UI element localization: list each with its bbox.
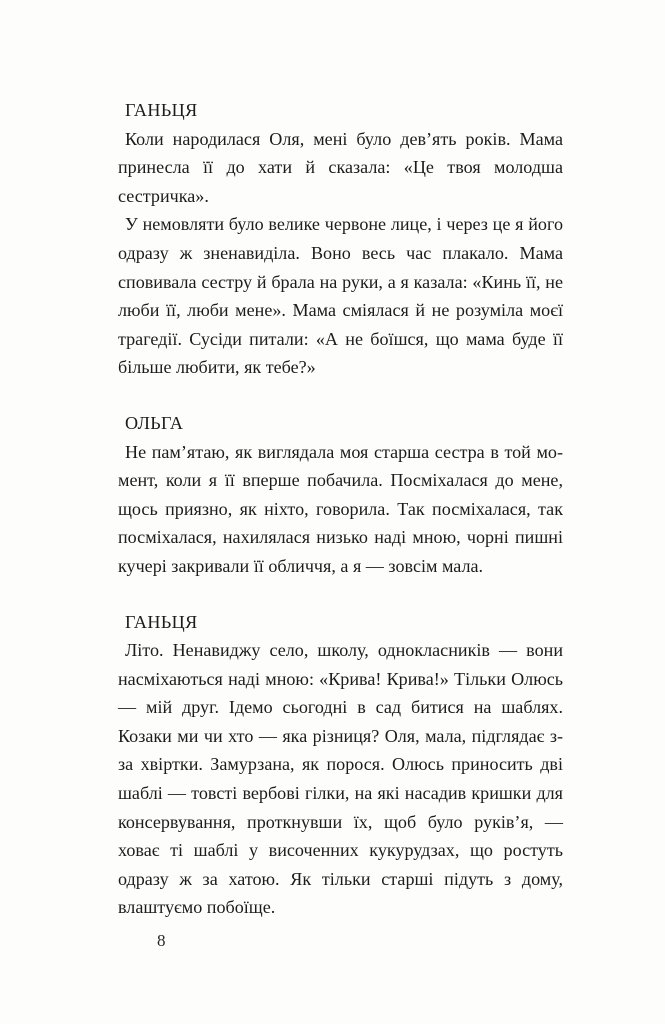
speaker-heading: ГАНЬЦЯ (125, 100, 198, 120)
paragraph: Літо. Ненавиджу село, школу, однокласників — вони насміхаються наді мною: «Крива! Крива!» Тільки Олюсь — мій друг. Ідемо сьогодні в сад битися на шаблях. Козаки ми чи хто — яка різниця? Оля, мала, підглядає з-за хвіртки. Замурзана, як порося. Олюсь приносить дві шаблі — товсті вербові гілки, на які насадив кришки для консервування, проткнувши їх, щоб було руків’я, — ховає ті шаблі у височенних кукурудзах, що ростуть одразу ж за хатою. Як тільки старші підуть з дому, влаштуємо побоїще. (118, 640, 563, 918)
page-number: 8 (157, 931, 166, 950)
text-body (118, 96, 563, 949)
section-hantsia-2 (118, 608, 563, 923)
section-olha (118, 409, 563, 581)
paragraph: Не пам’ятаю, як виглядала моя старша сестра в той момент, коли я її вперше побачила. Посміхалася до мене, щось приязно, як ніхто, говорила. Так посміхалася, так посміхалася, нахилялася низько наді мною, чорні пишні кучері закривали її обличчя, а я — зовсім мала. (118, 441, 563, 576)
section-hantsia-1 (118, 96, 563, 382)
speaker-heading: ОЛЬГА (125, 412, 184, 433)
paragraph: Коли народилася Оля, мені було дев’ять років. Мама принесла її до хати й сказала: «Це твоя молодша сестричка». (118, 128, 563, 206)
speaker-heading: ГАНЬЦЯ (125, 611, 198, 632)
paragraph: У немовляти було велике червоне лице, і через це я його одразу ж зненавиділа. Воно весь час плакало. Мама сповивала сестру й брала на руки, а я казала: «Кинь її, не люби її, люби мене». Мама сміялася й не розуміла моєї трагедії. Сусіди питали: «А не боїшся, що мама буде її більше любити, як тебе?» (118, 214, 563, 378)
